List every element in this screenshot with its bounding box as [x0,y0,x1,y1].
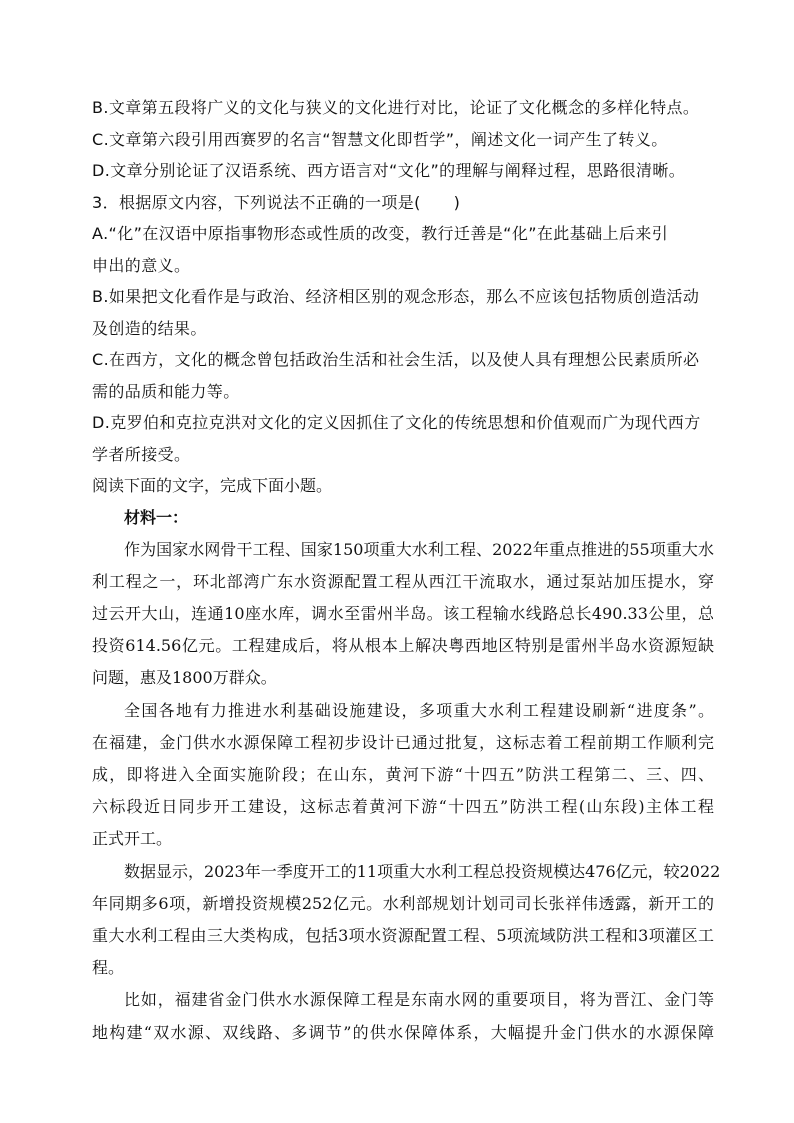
q3-option-d-line-2: 学者所接受。 [92,444,191,464]
paragraph-line: 地构建“双水源、双线路、多调节”的供水保障体系，大幅提升金门供水的水源保障 [92,1022,714,1042]
q3-option-c-line-1: C.在西方，文化的概念曾包括政治生活和社会生活，以及使人具有理想公民素质所必 [92,350,700,369]
option-d: D.文章分别论证了汉语系统、西方语言对“文化”的理解与阐释过程，思路很清晰。 [92,161,686,180]
material-paragraph-2 [92,695,714,856]
paragraph-line: 正式开工。 [92,829,173,849]
previous-question-options [92,92,714,187]
paragraph-line: 利工程之一，环北部湾广东水资源配置工程从西江干流取水，通过泵站加压提水，穿 [92,571,714,591]
q3-option-d-line-1: D.克罗伯和克拉克洪对文化的定义因抓住了文化的传统思想和价值观而广为现代西方 [92,413,701,432]
paragraph-line: 程。 [92,958,125,978]
material-paragraph-3 [92,856,721,985]
material-paragraph-1 [92,534,714,695]
paragraph-line: 投资614.56亿元。工程建成后，将从根本上解决粤西地区特别是雷州半岛水资源短缺 [92,636,714,656]
material-paragraph-4 [92,984,714,1048]
q3-option-b-line-1: B.如果把文化看作是与政治、经济相区别的观念形态，那么不应该包括物质创造活动 [92,287,700,306]
q3-option-a-line-1: A.“化”在汉语中原指事物形态或性质的改变，教行迁善是“化”在此基础上后来引 [92,224,669,243]
option-c: C.文章第六段引用西赛罗的名言“智慧文化即哲学”，阐述文化一词产生了转义。 [92,129,668,149]
paragraph-line: 问题，惠及1800万群众。 [92,668,277,688]
question-3-stem: 3．根据原文内容，下列说法不正确的一项是( ) [92,192,461,212]
reading-instruction: 阅读下面的文字，完成下面小题。 [92,476,333,495]
q3-option-c-line-2: 需的品质和能力等。 [92,381,240,401]
material-heading: 材料一： [124,507,189,527]
paragraph-line: 重大水利工程由三大类构成，包括3项水资源配置工程、5项流域防洪工程和3项灌区工 [92,925,714,945]
paragraph-line: 六标段近日同步开工建设，这标志着黄河下游“十四五”防洪工程(山东段)主体工程 [92,797,714,817]
paragraph-line: 全国各地有力推进水利基础设施建设，多项重大水利工程建设刷新“进度条”。 [124,700,714,720]
paragraph-line: 年同期多6项，新增投资规模252亿元。水利部规划计划司司长张祥伟透露，新开工的 [92,893,714,913]
paragraph-line: 作为国家水网骨干工程、国家150项重大水利工程、2022年重点推进的55项重大水 [124,539,714,559]
paragraph-line: 比如，福建省金门供水水源保障工程是东南水网的重要项目，将为晋江、金门等 [124,990,714,1010]
paragraph-line: 在福建，金门供水水源保障工程初步设计已通过批复，这标志着工程前期工作顺利完 [92,732,714,752]
paragraph-line: 过云开大山，连通10座水库，调水至雷州半岛。该工程输水线路总长490.33公里，总 [92,603,714,623]
option-b: B.文章第五段将广义的文化与狭义的文化进行对比，论证了文化概念的多样化特点。 [92,98,700,117]
q3-option-a-line-2: 申出的意义。 [92,255,191,275]
question-3 [92,187,714,471]
paragraph-line: 成，即将进入全面实施阶段；在山东，黄河下游“十四五”防洪工程第二、三、四、 [92,764,714,784]
q3-option-b-line-2: 及创造的结果。 [92,318,207,338]
paragraph-line: 数据显示，2023年一季度开工的11项重大水利工程总投资规模达476亿元，较2022 [124,861,721,881]
document-page [92,92,721,1049]
material-one [92,502,721,1049]
